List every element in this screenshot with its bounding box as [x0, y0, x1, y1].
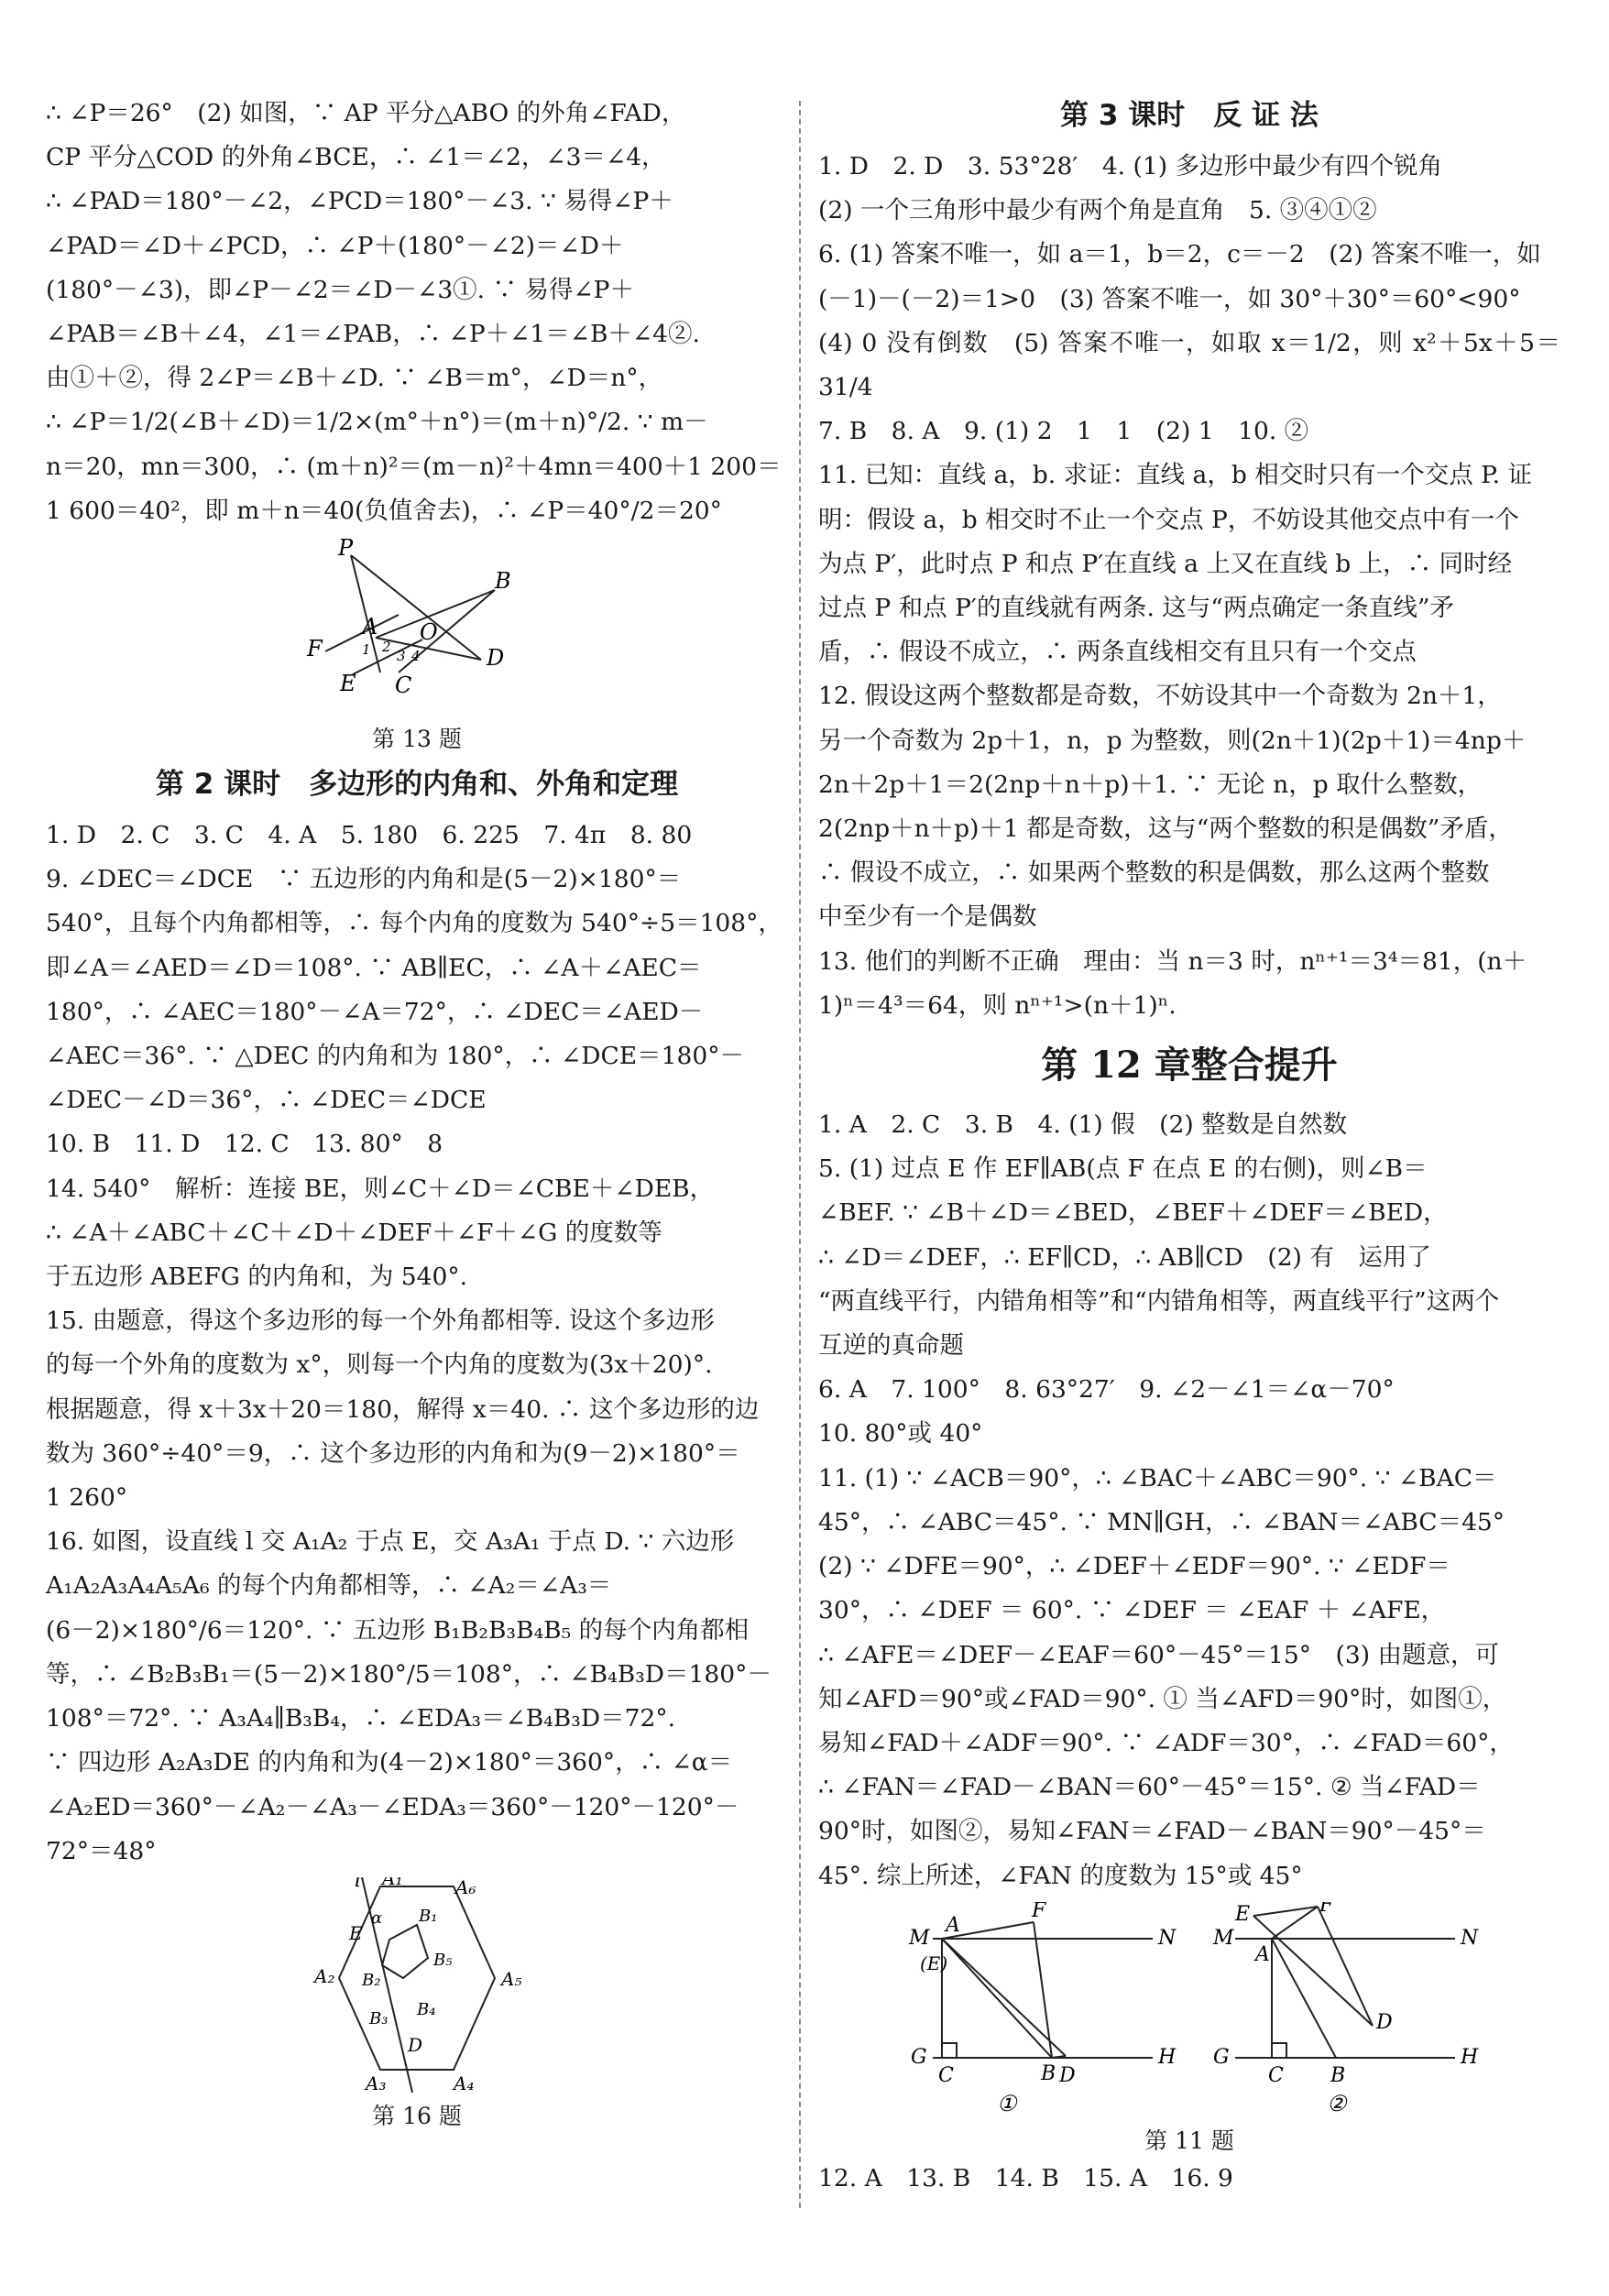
fig16-label: A₅ [501, 1967, 522, 1990]
left-column [46, 92, 788, 2132]
fig13-label: C [395, 672, 412, 699]
fig13-label: P [338, 537, 354, 562]
text-line: ∠DEC－∠D＝36°，∴ ∠DEC＝∠DCE [46, 1086, 487, 1115]
fig11-label: N [1158, 1926, 1177, 1950]
section-2-block [46, 814, 788, 1874]
fig13-label: F [307, 636, 323, 662]
text-line: ∴ ∠P＝26° (2) 如图，∵ AP 平分△ABO 的外角∠FAD， [46, 99, 686, 127]
text-line: 7. B 8. A 9. (1) 2 1 1 (2) 1 10. ② [818, 417, 1309, 446]
right-column [818, 92, 1560, 2201]
text-line: 72°＝48° [46, 1836, 157, 1865]
text-line: 6. A 7. 100° 8. 63°27′ 9. ∠2－∠1＝∠α－70° [818, 1375, 1395, 1405]
column-divider [799, 101, 801, 2208]
text-line: ∠PAD＝∠D＋∠PCD，∴ ∠P＋(180°－∠2)＝∠D＋ [46, 231, 624, 260]
fig16-label: A₃ [366, 2072, 387, 2094]
text-line: 由①＋②，得 2∠P＝∠B＋∠D. ∵ ∠B＝m°，∠D＝n°， [46, 364, 663, 393]
section-3-block [818, 145, 1560, 1028]
text-line: 易知∠FAD＋∠ADF＝90°. ∵ ∠ADF＝30°，∴ ∠FAD＝60°， [818, 1728, 1514, 1757]
fig13-label: B [495, 568, 511, 595]
chapter-title: 第 12 章整合提升 [1041, 1044, 1338, 1088]
text-line: ∴ 假设不成立，∴ 如果两个整数的积是偶数，那么这两个整数 [818, 858, 1490, 888]
fig16-label: A₁ [382, 1876, 403, 1889]
fig13-label: 1 [362, 641, 371, 659]
text-line: 180°，∴ ∠AEC＝180°－∠A＝72°，∴ ∠DEC＝∠AED－ [46, 997, 704, 1026]
text-line: 1. D 2. D 3. 53°28′ 4. (1) 多边形中最少有四个锐角 [818, 152, 1442, 180]
text-line: 9. ∠DEC＝∠DCE ∵ 五边形的内角和是(5－2)×180°＝ [46, 865, 682, 894]
text-line: 于五边形 ABEFG 的内角和，为 540°. [46, 1263, 468, 1292]
text-line: 数为 360°÷40°＝9，∴ 这个多边形的内角和为(9－2)×180°＝ [46, 1438, 740, 1468]
text-line: ∴ ∠PAD＝180°－∠2，∠PCD＝180°－∠3. ∵ 易得∠P＋ [46, 187, 673, 216]
fig13-label: E [340, 671, 356, 697]
fig16-label: B₃ [369, 2008, 389, 2028]
figure-13-diagram [298, 537, 536, 720]
text-line: 2n＋2p＋1＝2(2np＋n＋p)＋1. ∵ 无论 n，p 取什么整数， [818, 770, 1483, 799]
text-line: 过点 P 和点 P′的直线就有两条. 这与“两点确定一条直线”矛 [818, 594, 1454, 623]
text-line: 中至少有一个是偶数 [818, 902, 1037, 932]
section-3-title: 第 3 课时 反 证 法 [1060, 99, 1319, 132]
text-line: 13. 他们的判断不正确 理由：当 n＝3 时，nⁿ⁺¹＝3⁴＝81，(n＋ [818, 946, 1527, 976]
text-line: 5. (1) 过点 E 作 EF∥AB(点 F 在点 E 的右侧)，则∠B＝ [818, 1154, 1428, 1184]
fig11-label: G [911, 2045, 927, 2069]
text-line: 的每一个外角的度数为 x°，则每一个内角的度数为(3x＋20)°. [46, 1350, 713, 1380]
section-2-title: 第 2 课时 多边形的内角和、外角和定理 [155, 768, 679, 802]
fig13-label: 3 [397, 648, 406, 665]
text-line: 1 600＝40²，即 m＋n＝40(负值舍去)，∴ ∠P＝40°/2＝20° [46, 496, 722, 525]
fig13-label: 4 [411, 648, 421, 665]
text-line: (4) 0 没有倒数 (5) 答案不唯一，如取 x＝1/2，则 x²＋5x＋5＝31/4 [818, 328, 1560, 402]
text-line: 1. A 2. C 3. B 4. (1) 假 (2) 整数是自然数 [818, 1110, 1348, 1140]
text-line: 15. 由题意，得这个多边形的每一个外角都相等. 设这个多边形 [46, 1307, 715, 1336]
text-line: (－1)－(－2)＝1>0 (3) 答案不唯一，如 30°＋30°＝60°<90° [818, 284, 1521, 313]
text-line: 即∠A＝∠AED＝∠D＝108°. ∵ AB∥EC，∴ ∠A＋∠AEC＝ [46, 953, 702, 982]
fig11-label: H [1461, 2045, 1479, 2069]
fig16-label: D [408, 2033, 423, 2056]
figure-11-caption: 第 11 题 [1144, 2127, 1234, 2154]
fig16-label: l [355, 1876, 362, 1892]
fig11-label: D [1059, 2063, 1076, 2087]
text-line: CP 平分△COD 的外角∠BCE，∴ ∠1＝∠2，∠3＝∠4， [46, 143, 666, 172]
fig16-label: α [371, 1908, 383, 1928]
text-line: 12. A 13. B 14. B 15. A 16. 9 [818, 2163, 1233, 2192]
text-line: “两直线平行，内错角相等”和“内错角相等，两直线平行”这两个 [818, 1286, 1500, 1316]
fig11-label: A [1255, 1942, 1270, 1966]
fig16-label: B₂ [362, 1970, 381, 1990]
fig11-sub1-label: ① [997, 2090, 1017, 2116]
fig11-label: M [1213, 1926, 1234, 1950]
text-line: 等，∴ ∠B₂B₃B₁＝(5－2)×180°/5＝108°，∴ ∠B₄B₃D＝180°－ [46, 1659, 772, 1689]
text-line: (2) 一个三角形中最少有两个角是直角 5. ③④①② [818, 196, 1377, 225]
text-line: 另一个奇数为 2p＋1，n，p 为整数，则(2n＋1)(2p＋1)＝4np＋ [818, 726, 1527, 755]
text-line: n＝20，mn＝300，∴ (m＋n)²＝(m－n)²＋4mn＝400＋1 200＝ [46, 452, 782, 481]
text-line: 540°，且每个内角都相等，∴ 每个内角的度数为 540°÷5＝108°， [46, 909, 783, 938]
text-line: ∴ ∠P＝1/2(∠B＋∠D)＝1/2×(m°＋n°)＝(m＋n)°/2. ∵ m－ [46, 408, 708, 437]
fig11-label: D [1376, 2010, 1393, 2034]
figure-13 [298, 537, 536, 720]
text-line: 14. 540° 解析：连接 BE，则∠C＋∠D＝∠CBE＋∠DEB， [46, 1174, 715, 1203]
text-line: 1)ⁿ＝4³＝64，则 nⁿ⁺¹>(n＋1)ⁿ. [818, 990, 1177, 1020]
fig13-label: 2 [382, 639, 391, 656]
text-line: ∠A₂ED＝360°－∠A₂－∠A₃－∠EDA₃＝360°－120°－120°－ [46, 1792, 739, 1821]
text-line: 45°. 综上所述，∠FAN 的度数为 15°或 45° [818, 1861, 1303, 1890]
fig13-label: O [420, 619, 438, 646]
fig16-label: E [349, 1921, 363, 1944]
text-line: 6. (1) 答案不唯一，如 a＝1，b＝2，c＝－2 (2) 答案不唯一，如 [818, 240, 1541, 269]
text-line: 10. 80°或 40° [818, 1419, 983, 1449]
text-line: 根据题意，得 x＋3x＋20＝180，解得 x＝40. ∴ 这个多边形的边 [46, 1394, 760, 1424]
text-line: 1. D 2. C 3. C 4. A 5. 180 6. 225 7. 4π 8. 80 [46, 821, 693, 850]
figure-16-diagram [270, 1877, 564, 2097]
text-line: ∠PAB＝∠B＋∠4，∠1＝∠PAB，∴ ∠P＋∠1＝∠B＋∠4②. [46, 320, 700, 349]
fig11-label: C [1268, 2063, 1284, 2087]
fig11-label: C [938, 2063, 954, 2087]
figure-11-diagram [869, 1902, 1510, 2122]
text-line: ∴ ∠D＝∠DEF，∴ EF∥CD，∴ AB∥CD (2) 有 运用了 [818, 1242, 1431, 1272]
fig16-label: B₄ [417, 1999, 436, 2019]
fig16-label: B₁ [419, 1906, 438, 1926]
figure-11 [869, 1902, 1510, 2122]
text-line: 12. 假设这两个整数都是奇数，不妨设其中一个奇数为 2n＋1， [818, 682, 1502, 711]
fig11-label: B [1330, 2063, 1346, 2087]
text-line: ∠BEF. ∵ ∠B＋∠D＝∠BED，∠BEF＋∠DEF＝∠BED， [818, 1198, 1448, 1228]
text-line: (2) ∵ ∠DFE＝90°，∴ ∠DEF＋∠EDF＝90°. ∵ ∠EDF＝ [818, 1552, 1450, 1581]
text-line: 1 260° [46, 1483, 128, 1513]
text-line: 为点 P′，此时点 P 和点 P′在直线 a 上又在直线 b 上，∴ 同时经 [818, 549, 1513, 578]
text-line: 互逆的真命题 [818, 1331, 964, 1361]
fig11-label: E [1235, 1902, 1251, 1926]
text-line: A₁A₂A₃A₄A₅A₆ 的每个内角都相等，∴ ∠A₂＝∠A₃＝ [46, 1571, 612, 1601]
chapter-block [818, 1103, 1560, 1898]
text-line: 108°＝72°. ∵ A₃A₄∥B₃B₄，∴ ∠EDA₃＝∠B₄B₃D＝72°. [46, 1704, 676, 1733]
fig11-label: G [1213, 2045, 1230, 2069]
fig11-label: M [909, 1926, 930, 1950]
fig16-label: A₄ [454, 2072, 475, 2094]
text-line: ∠AEC＝36°. ∵ △DEC 的内角和为 180°，∴ ∠DCE＝180°－ [46, 1042, 744, 1071]
fig16-label: A₂ [314, 1964, 335, 1987]
text-line: ∴ ∠FAN＝∠FAD－∠BAN＝60°－45°＝15°. ② 当∠FAD＝ [818, 1773, 1481, 1802]
text-line: 11. 已知：直线 a，b. 求证：直线 a，b 相交时只有一个交点 P. 证 [818, 461, 1532, 490]
text-line: ∴ ∠AFE＝∠DEF－∠EAF＝60°－45°＝15° (3) 由题意，可 [818, 1640, 1499, 1669]
text-line: 16. 如图，设直线 l 交 A₁A₂ 于点 E，交 A₃A₁ 于点 D. ∵ 六边形 [46, 1527, 735, 1557]
fig16-label: A₆ [455, 1876, 476, 1898]
fig11-label: A [946, 1913, 960, 1937]
text-line: 11. (1) ∵ ∠ACB＝90°，∴ ∠BAC＋∠ABC＝90°. ∵ ∠BAC＝ [818, 1463, 1497, 1492]
text-line: (180°－∠3)，即∠P－∠2＝∠D－∠3①. ∵ 易得∠P＋ [46, 275, 634, 304]
figure-13-caption: 第 13 题 [372, 726, 462, 753]
text-line: 45°，∴ ∠ABC＝45°. ∵ MN∥GH，∴ ∠BAN＝∠ABC＝45° [818, 1507, 1505, 1536]
text-line: 知∠AFD＝90°或∠FAD＝90°. ① 当∠AFD＝90°时，如图①， [818, 1684, 1507, 1713]
text-line: 10. B 11. D 12. C 13. 80° 8 [46, 1130, 443, 1159]
text-line: 明：假设 a，b 相交时不止一个交点 P，不妨设其他交点中有一个 [818, 505, 1519, 534]
text-line: (6－2)×180°/6＝120°. ∵ 五边形 B₁B₂B₃B₄B₅ 的每个内角都相 [46, 1615, 750, 1645]
figure-16-caption: 第 16 题 [372, 2102, 462, 2129]
fig11-label: (E) [920, 1952, 948, 1974]
figure-16 [270, 1877, 564, 2097]
intro-block [46, 92, 788, 533]
text-line: 90°时，如图②，易知∠FAN＝∠FAD－∠BAN＝90°－45°＝ [818, 1817, 1486, 1846]
fig11-label: N [1461, 1926, 1479, 1950]
fig16-label: B₅ [433, 1950, 453, 1970]
fig11-label: F [1319, 1901, 1334, 1917]
fig13-label: A [362, 614, 378, 640]
text-line: 2(2np＋n＋p)＋1 都是奇数，这与“两个整数的积是偶数”矛盾， [818, 815, 1513, 844]
fig13-label: D [487, 645, 505, 672]
text-line: 30°，∴ ∠DEF ＝ 60°. ∵ ∠DEF ＝ ∠EAF ＋ ∠AFE， [818, 1596, 1446, 1625]
fig11-label: F [1032, 1901, 1046, 1922]
fig11-label: H [1158, 2045, 1177, 2069]
text-line: ∵ 四边形 A₂A₃DE 的内角和为(4－2)×180°＝360°，∴ ∠α＝ [46, 1748, 733, 1777]
text-line: ∴ ∠A＋∠ABC＋∠C＋∠D＋∠DEF＋∠F＋∠G 的度数等 [46, 1218, 662, 1247]
text-line: 盾，∴ 假设不成立，∴ 两条直线相交有且只有一个交点 [818, 638, 1417, 667]
fig11-label: B [1041, 2061, 1056, 2085]
fig11-sub2-label: ② [1327, 2090, 1347, 2116]
